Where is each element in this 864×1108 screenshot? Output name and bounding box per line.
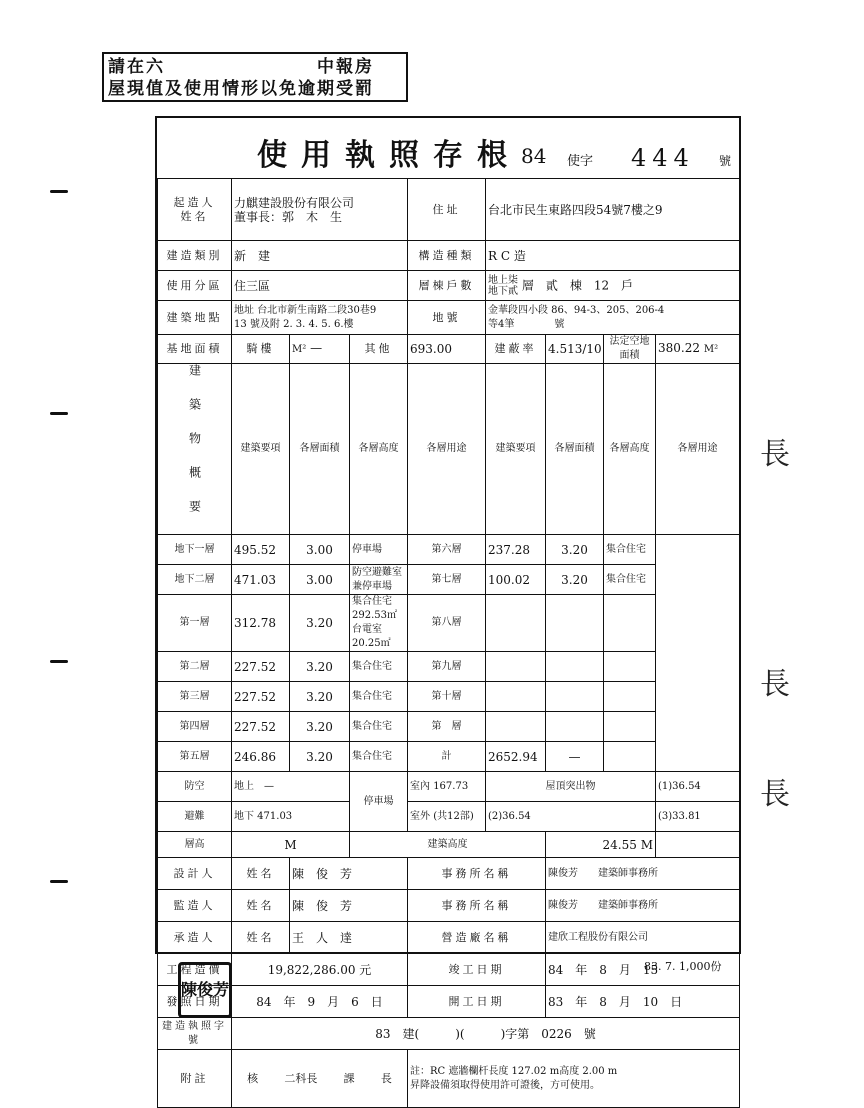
roof-1: (1)36.54 <box>656 772 740 802</box>
contractor-label: 承造人 <box>158 922 232 954</box>
issue-value: 84 年 9 月 6 日 <box>232 986 408 1018</box>
floor-use-right <box>604 682 656 712</box>
lot-label: 地號 <box>408 301 486 335</box>
floor-use-right <box>604 712 656 742</box>
print-note: 83. 7. 1,000份 <box>644 960 722 973</box>
floor-row <box>158 652 740 682</box>
license-label: 建造執照字號 <box>158 1018 232 1050</box>
margin-mark <box>50 412 68 415</box>
parking-label: 停車場 <box>350 772 408 832</box>
floors-below: 地下貳 <box>488 285 518 297</box>
floor-area: 227.52 <box>232 682 290 712</box>
floor-use-right: 集合住宅 <box>604 535 656 565</box>
license-value: 83 建( )( )字第 0226 號 <box>232 1018 740 1050</box>
builder-name: 建欣工程股份有限公司 <box>546 922 740 954</box>
floor-height-right <box>546 652 604 682</box>
zone-label: 使用分區 <box>158 271 232 301</box>
signoff-4: 長 <box>380 1071 392 1085</box>
floor-height-right <box>546 712 604 742</box>
floor-area: 312.78 <box>232 595 290 652</box>
coverage-value: 4.513/10 <box>546 335 604 364</box>
done-label: 竣工日期 <box>408 954 546 986</box>
floor-name-right: 第六層 <box>408 535 486 565</box>
designer-office: 陳俊芳 建築師事務所 <box>546 858 740 890</box>
permit-number: 444 <box>631 144 695 172</box>
floor-height-right: 3.20 <box>546 565 604 595</box>
signoff-1: 核 <box>247 1071 259 1085</box>
roof-3: (3)33.81 <box>656 802 740 832</box>
roof-2: (2)36.54 <box>486 802 656 832</box>
floors-value <box>486 271 740 301</box>
floor-area: 227.52 <box>232 712 290 742</box>
designer-label: 設計人 <box>158 858 232 890</box>
height-value: M <box>232 832 350 858</box>
floor-use: 集合住宅 <box>350 682 408 712</box>
applicant-label: 起造人 姓名 <box>158 179 232 241</box>
supervisor-name: 陳 俊 芳 <box>290 890 408 922</box>
col-area: 各層面積 <box>290 364 350 535</box>
floor-use-right: 集合住宅 <box>604 565 656 595</box>
floor-area-right <box>486 682 546 712</box>
col-item-right: 建築要項 <box>486 364 546 535</box>
floor-name-right: 計 <box>408 742 486 772</box>
floor-row <box>158 712 740 742</box>
height-label: 層高 <box>158 832 232 858</box>
floor-row <box>158 742 740 772</box>
remarks-value <box>408 1050 740 1108</box>
margin-char-3: 長 <box>760 777 790 812</box>
col-item: 建築要項 <box>232 364 290 535</box>
floor-height-right: — <box>546 742 604 772</box>
floor-name: 第三層 <box>158 682 232 712</box>
address-value: 台北市民生東路四段54號7樓之9 <box>486 179 740 241</box>
shelter-above: 地上 — <box>232 772 350 802</box>
signoff-2: 二科長 <box>284 1071 318 1085</box>
start-value: 83 年 8 月 10 日 <box>546 986 740 1018</box>
floor-use: 集合住宅 <box>350 742 408 772</box>
notice-line-1: 請在六 中報房 <box>108 57 374 77</box>
permit-hao: 號 <box>719 154 732 168</box>
floor-height: 3.20 <box>290 652 350 682</box>
floor-use: 集合住宅292.53㎡ 台電室20.25㎡ <box>350 595 408 652</box>
designer-name: 陳 俊 芳 <box>290 858 408 890</box>
addr-prefix: 地址 <box>234 304 254 316</box>
col-use-right: 各層用途 <box>656 364 740 535</box>
site-label: 基地面積 <box>158 335 232 364</box>
floor-height: 3.20 <box>290 682 350 712</box>
parking-outdoor: 室外 (共12部) <box>408 802 486 832</box>
floor-area-right <box>486 595 546 652</box>
margin-mark <box>50 660 68 663</box>
signoff-box <box>232 1050 408 1108</box>
floor-name-right: 第九層 <box>408 652 486 682</box>
floor-area-right <box>486 712 546 742</box>
floor-area-right: 100.02 <box>486 565 546 595</box>
lot-line-2: 等4筆 號 <box>488 318 565 330</box>
floor-area: 246.86 <box>232 742 290 772</box>
floor-row <box>158 682 740 712</box>
shelter-below: 地下 471.03 <box>232 802 350 832</box>
floor-area: 471.03 <box>232 565 290 595</box>
floor-row <box>158 535 740 565</box>
permit-year: 84 <box>521 144 547 168</box>
supervisor-office: 陳俊芳 建築師事務所 <box>546 890 740 922</box>
coverage-label: 建蔽率 <box>486 335 546 364</box>
floor-height-right <box>546 595 604 652</box>
margin-mark <box>50 190 68 193</box>
other-value: 693.00 <box>408 335 486 364</box>
form-title: 使用執照存根 <box>257 138 521 173</box>
floor-use-right <box>604 652 656 682</box>
location-label: 建築地點 <box>158 301 232 335</box>
floor-height: 3.00 <box>290 565 350 595</box>
col-use: 各層用途 <box>408 364 486 535</box>
floor-use-right <box>604 595 656 652</box>
floor-use: 防空避難室兼停車場 <box>350 565 408 595</box>
type-label: 建造類別 <box>158 241 232 271</box>
margin-annotation <box>760 140 800 810</box>
floor-name: 第四層 <box>158 712 232 742</box>
bldg-height-value: 24.55 M <box>546 832 656 858</box>
floor-height-right <box>546 682 604 712</box>
permit-char: 使字 <box>567 154 594 169</box>
floor-name-right: 第 層 <box>408 712 486 742</box>
address-line-1: 台北市新生南路二段30巷9 <box>257 304 377 316</box>
floor-name: 第一層 <box>158 595 232 652</box>
floors-label: 層棟戶數 <box>408 271 486 301</box>
issue-label: 發照日期 <box>158 986 232 1018</box>
floor-use: 集合住宅 <box>350 712 408 742</box>
type-value: 新 建 <box>232 241 408 271</box>
supervisor-office-label: 事務所名稱 <box>408 890 546 922</box>
structure-label: 構造種類 <box>408 241 486 271</box>
floor-height-right: 3.20 <box>546 535 604 565</box>
margin-char-2: 長 <box>760 667 790 702</box>
arcade-label: 騎樓 <box>232 335 290 364</box>
remark-line-2: 昇降設備須取得使用許可證後，方可使用。 <box>410 1079 600 1091</box>
parking-indoor: 室內 167.73 <box>408 772 486 802</box>
floor-area: 227.52 <box>232 652 290 682</box>
address-label: 住址 <box>408 179 486 241</box>
contractor-name: 王 人 達 <box>290 922 408 954</box>
applicant-value <box>232 179 408 241</box>
supervisor-name-label: 姓名 <box>232 890 290 922</box>
done-value: 84 年 8 月 15 <box>546 954 740 986</box>
col-area-right: 各層面積 <box>546 364 604 535</box>
roof-label: 屋頂突出物 <box>486 772 656 802</box>
cost-value: 19,822,286.00 元 <box>232 954 408 986</box>
arcade-value: M² — <box>290 335 350 364</box>
location-value <box>232 301 408 335</box>
bldg-height-label: 建築高度 <box>350 832 546 858</box>
floors-above: 地上柒 <box>488 274 518 286</box>
notice-line-2: 屋現值及使用情形以免逾期受罰 <box>108 79 374 99</box>
signoff-3: 課 <box>343 1071 355 1085</box>
shelter-label-a: 防空 <box>158 772 232 802</box>
floor-row <box>158 565 740 595</box>
notice-box <box>102 52 408 102</box>
floor-area-right: 2652.94 <box>486 742 546 772</box>
designer-office-label: 事務所名稱 <box>408 858 546 890</box>
structure-value: R C 造 <box>486 241 740 271</box>
floor-rows <box>158 535 740 772</box>
shelter-label-b: 避難 <box>158 802 232 832</box>
designer-name-label: 姓名 <box>232 858 290 890</box>
floor-height: 3.20 <box>290 712 350 742</box>
margin-mark <box>50 880 68 883</box>
section-label: 建築物概要 <box>158 364 232 535</box>
floor-use: 集合住宅 <box>350 652 408 682</box>
builder-label: 營造廠名稱 <box>408 922 546 954</box>
floor-name: 地下一層 <box>158 535 232 565</box>
vacant-label: 法定空地面積 <box>604 335 656 364</box>
floor-name: 地下二層 <box>158 565 232 595</box>
floor-height: 3.00 <box>290 535 350 565</box>
chairman-name: 董事長：郭 木 生 <box>234 209 343 224</box>
remarks-label: 附註 <box>158 1050 232 1108</box>
floor-height: 3.20 <box>290 595 350 652</box>
floor-area-right: 237.28 <box>486 535 546 565</box>
floor-name: 第二層 <box>158 652 232 682</box>
floor-name-right: 第七層 <box>408 565 486 595</box>
floor-height: 3.20 <box>290 742 350 772</box>
contractor-name-label: 姓名 <box>232 922 290 954</box>
floors-rest: 層 貳 棟 12 戶 <box>521 278 634 292</box>
floor-area-right <box>486 652 546 682</box>
margin-char-1: 長 <box>760 437 790 472</box>
col-height-right: 各層高度 <box>604 364 656 535</box>
seal-stamp: 陳俊芳 <box>178 962 232 1018</box>
zone-value: 住三區 <box>232 271 408 301</box>
floor-area: 495.52 <box>232 535 290 565</box>
lot-line-1: 金華段四小段 86、94-3、205、206-4 <box>488 304 665 316</box>
floor-name-right: 第十層 <box>408 682 486 712</box>
remark-line-1: 註：RC 遮牆欄杆長度 127.02 m高度 2.00 m <box>410 1065 618 1077</box>
floor-use: 停車場 <box>350 535 408 565</box>
other-label: 其他 <box>350 335 408 364</box>
lot-value <box>486 301 740 335</box>
floor-use-right <box>604 742 656 772</box>
company-name: 力麒建設股份有限公司 <box>234 195 355 210</box>
vacant-value: 380.22 M² <box>656 335 740 364</box>
cost-label: 工程造價 <box>158 954 232 986</box>
supervisor-label: 監造人 <box>158 890 232 922</box>
start-label: 開工日期 <box>408 986 546 1018</box>
floor-name: 第五層 <box>158 742 232 772</box>
address-line-2: 13 號及附 2. 3. 4. 5. 6.樓 <box>234 318 354 330</box>
floor-name-right: 第八層 <box>408 595 486 652</box>
floor-row <box>158 595 740 652</box>
col-height: 各層高度 <box>350 364 408 535</box>
